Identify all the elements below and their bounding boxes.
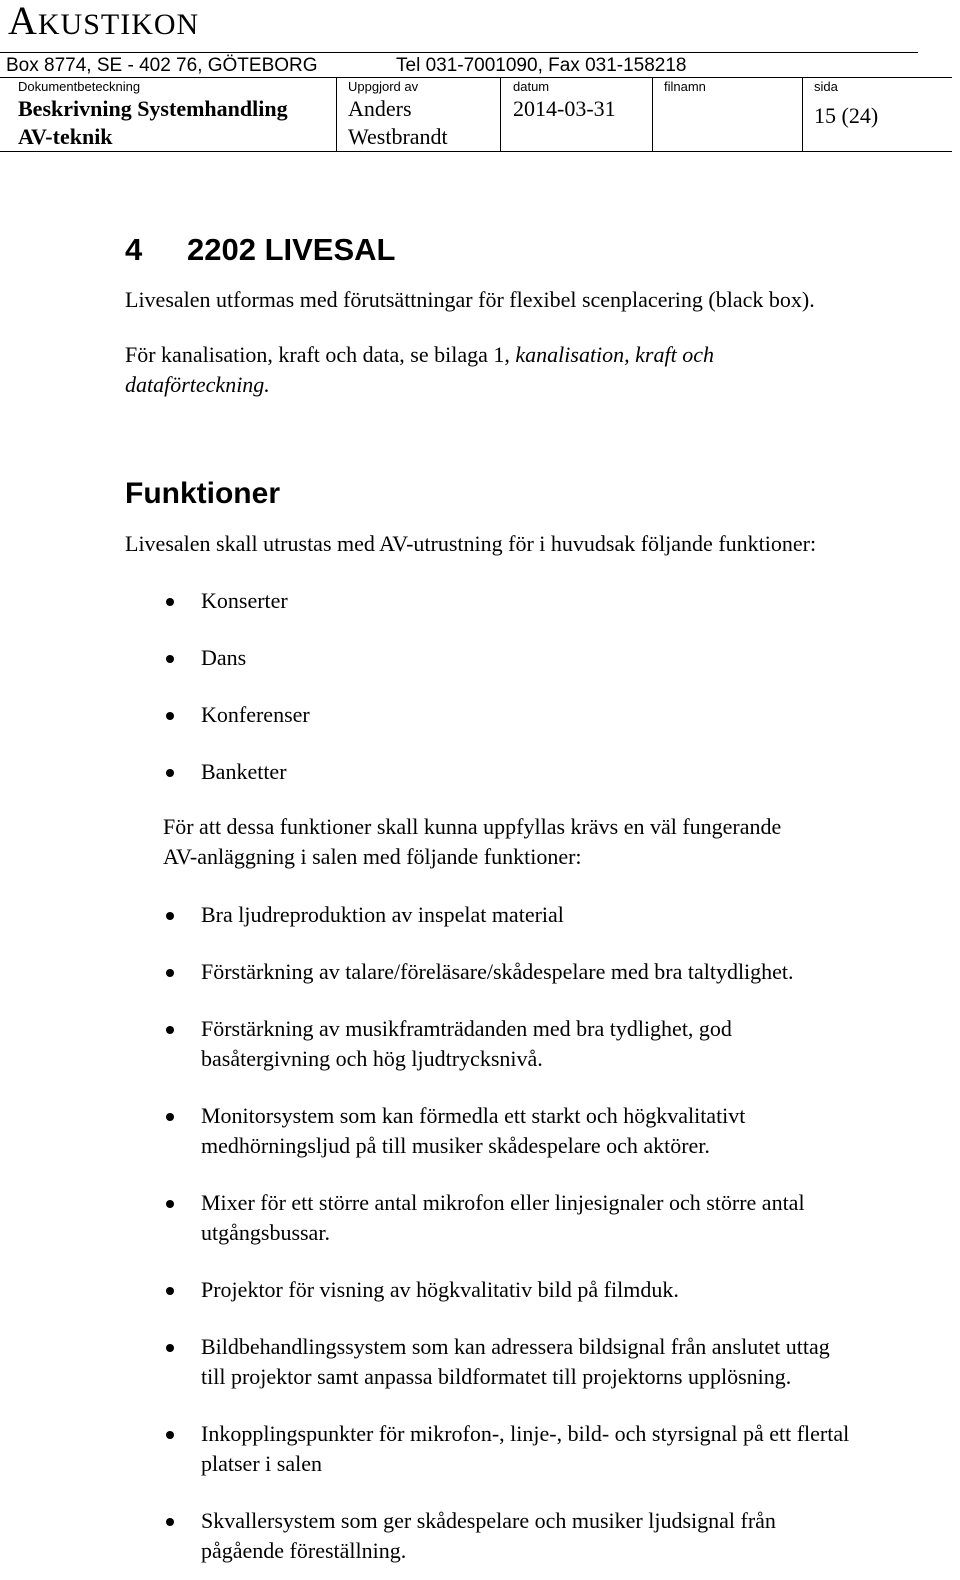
date-cell bbox=[500, 78, 652, 151]
bullet-icon bbox=[166, 712, 174, 720]
list-item: Dans bbox=[163, 643, 953, 673]
filename-cell bbox=[652, 78, 802, 151]
page-number: 15 (24) bbox=[814, 103, 879, 128]
logo-text: KUSTIKON bbox=[37, 8, 200, 41]
logo-initial: A bbox=[8, 0, 38, 43]
section-heading bbox=[125, 232, 395, 268]
list-item: Konserter bbox=[163, 586, 953, 616]
company-logo bbox=[8, 0, 199, 46]
section-number: 4 bbox=[125, 232, 143, 267]
bullet-icon bbox=[166, 1344, 174, 1352]
bullet-icon bbox=[166, 655, 174, 663]
list-item: Mixer för ett större antal mikrofon eller linjesignaler och större antal utgångsbussar. bbox=[163, 1188, 953, 1248]
filename-label: filnamn bbox=[664, 79, 706, 94]
bullet-icon bbox=[166, 1518, 174, 1526]
section-intro: Livesalen utformas med förutsättningar för flexibel scenplacering (black box). bbox=[125, 287, 815, 312]
bullet-icon bbox=[166, 1287, 174, 1295]
list-item: Förstärkning av talare/föreläsare/skådespelare med bra taltydlighet. bbox=[163, 957, 953, 987]
bullet-icon bbox=[166, 1026, 174, 1034]
page-label: sida bbox=[814, 79, 838, 94]
author-label: Uppgjord av bbox=[348, 79, 419, 94]
list-item: Monitorsystem som kan förmedla ett starkt och högkvalitativt medhörningsljud på till musiker skådespelare och aktörer. bbox=[163, 1101, 953, 1161]
bullet-icon bbox=[166, 1200, 174, 1208]
requirement-line2: AV-anläggning i salen med följande funktioner: bbox=[163, 844, 582, 869]
list-item: Konferenser bbox=[163, 700, 953, 730]
list-item: Skvallersystem som ger skådespelare och musiker ljudsignal från pågående föreställning. bbox=[163, 1506, 953, 1566]
address-bar bbox=[0, 52, 918, 76]
doc-designation-line2: AV-teknik bbox=[18, 124, 113, 149]
list-item: Banketter bbox=[163, 757, 953, 787]
reference-italic-2: dataförteckning. bbox=[125, 372, 270, 397]
bullet-icon bbox=[166, 769, 174, 777]
list-item: Bra ljudreproduktion av inspelat material bbox=[163, 900, 953, 930]
reference-prefix: För kanalisation, kraft och data, se bilaga 1, bbox=[125, 342, 516, 367]
bullet-icon bbox=[166, 1113, 174, 1121]
requirement-paragraph bbox=[163, 812, 943, 872]
page-cell bbox=[802, 78, 952, 151]
requirement-line1: För att dessa funktioner skall kunna uppfyllas krävs en väl fungerande bbox=[163, 814, 782, 839]
features-list bbox=[163, 900, 953, 1566]
bullet-icon bbox=[166, 1431, 174, 1439]
doc-designation-line1: Beskrivning Systemhandling bbox=[18, 96, 288, 121]
uses-list bbox=[163, 586, 953, 787]
author-cell bbox=[336, 78, 500, 151]
bullet-icon bbox=[166, 912, 174, 920]
section-title: 2202 LIVESAL bbox=[187, 232, 396, 267]
reference-italic-1: kanalisation, kraft och bbox=[515, 342, 714, 367]
functions-heading: Funktioner bbox=[125, 477, 280, 510]
bullet-icon bbox=[166, 969, 174, 977]
company-address: Box 8774, SE - 402 76, GÖTEBORG bbox=[6, 55, 318, 76]
date-label: datum bbox=[513, 79, 550, 94]
doc-designation-cell bbox=[18, 78, 336, 151]
functions-intro: Livesalen skall utrustas med AV-utrustning för i huvudsak följande funktioner: bbox=[125, 531, 817, 556]
bullet-icon bbox=[166, 598, 174, 606]
author-line2: Westbrandt bbox=[348, 124, 448, 149]
list-item: Projektor för visning av högkvalitativ bild på filmduk. bbox=[163, 1275, 953, 1305]
section-reference bbox=[125, 340, 714, 400]
author-line1: Anders bbox=[348, 96, 412, 121]
list-item: Bildbehandlingssystem som kan adressera bildsignal från anslutet uttag till projektor samt anpassa bildformatet till projektorns upplösning. bbox=[163, 1332, 953, 1392]
document-header-table bbox=[0, 77, 952, 152]
doc-designation-label: Dokumentbeteckning bbox=[18, 79, 141, 94]
date-value: 2014-03-31 bbox=[513, 96, 616, 121]
list-item: Förstärkning av musikframträdanden med bra tydlighet, god basåtergivning och hög ljudtrycksnivå. bbox=[163, 1014, 953, 1074]
company-phone: Tel 031-7001090, Fax 031-158218 bbox=[396, 55, 687, 76]
list-item: Inkopplingspunkter för mikrofon-, linje-, bild- och styrsignal på ett flertal platser i salen bbox=[163, 1419, 953, 1479]
